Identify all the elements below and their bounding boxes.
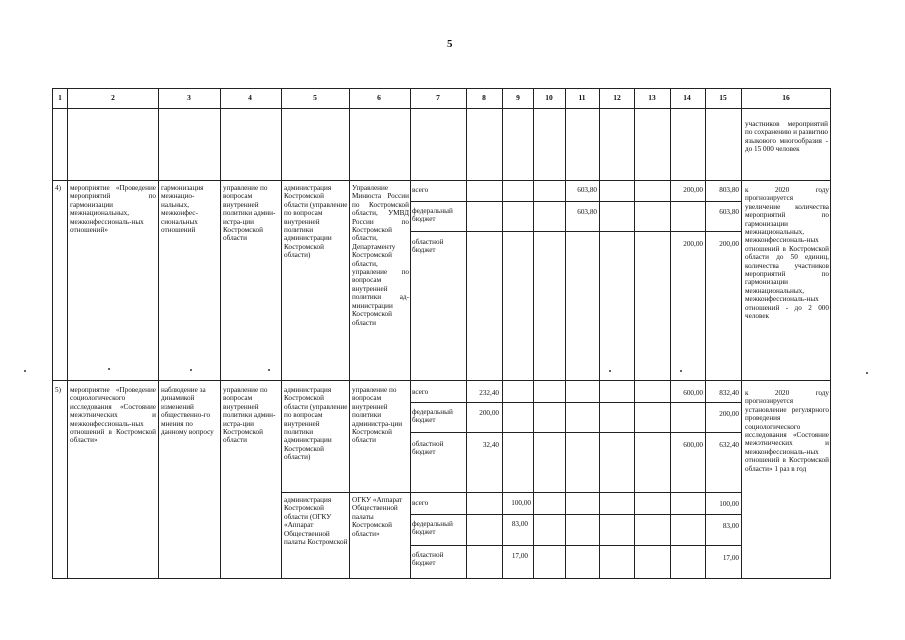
col-header-4: 4 — [248, 93, 252, 102]
col-header-2: 2 — [111, 93, 115, 102]
row5-col16: к 2020 году прогнозируется установление регулярного проведения социологического исследования «Состояние межэтнических и межконфессиональ-ных отношений в Костромской области» 1 раз в год — [745, 389, 829, 473]
row5a-regional-col14: 600,00 — [683, 441, 703, 449]
row5b-regional-col15: 17,00 — [722, 554, 739, 562]
row4-total-col14: 200,00 — [683, 186, 703, 194]
col-header-13: 13 — [648, 93, 656, 102]
row4-col4: управление по вопросам внутренней политики администра-ции Костромской области — [223, 184, 276, 243]
row5-col6a: управление по вопросам внутренней политики администра-ции Костромской области — [352, 386, 403, 445]
row5b-federal-col15: 83,00 — [722, 522, 739, 530]
col-rule — [741, 88, 742, 579]
row4-col3: гармонизация межнацио-нальных, межконфес-сиональных отношений — [161, 184, 204, 235]
sub-rule — [410, 514, 741, 515]
col-header-3: 3 — [187, 93, 191, 102]
col-header-16: 16 — [782, 93, 790, 102]
scan-speck — [680, 370, 682, 372]
row5-number: 5) — [55, 386, 61, 394]
row5a-regional-col8: 32,40 — [482, 441, 499, 449]
row5a-label-regional: областной бюджет — [412, 440, 444, 457]
row5a-federal-col8: 200,00 — [479, 409, 499, 417]
col-header-14: 14 — [683, 93, 691, 102]
col-rule — [67, 88, 68, 579]
row4-label-total: всего — [412, 186, 429, 194]
scan-speck — [108, 368, 110, 370]
row5-col2: мероприятие «Проведение социологического исследования «Состояние межэтнических и межконфессиональ-ных отношений в Костромской области» — [70, 386, 156, 445]
col-rule — [466, 88, 467, 579]
row4-col16: к 2020 году прогнозируется увеличение количества мероприятий по гармонизации межнациональных, межконфессиональ-ных отношений в Костромской области до 50 единиц, количества участников мероприятий по гармонизации межнациональных, межконфессиональ-ных отношений - до 2 000 человек — [745, 186, 829, 321]
row4-number: 4) — [55, 184, 61, 192]
row4-regional-col14: 200,00 — [683, 240, 703, 248]
row4-federal-col11: 603,80 — [577, 208, 597, 216]
col-rule — [634, 88, 635, 579]
col-rule — [565, 88, 566, 579]
row4-label-federal: федеральный бюджет — [412, 207, 453, 224]
row5b-total-col15: 100,00 — [719, 500, 739, 508]
scan-speck — [866, 372, 868, 374]
header-rule — [52, 108, 831, 109]
row4-federal-col15: 603,80 — [719, 208, 739, 216]
row4-regional-col15: 200,00 — [719, 240, 739, 248]
row5a-label-total: всего — [412, 388, 429, 396]
col-header-9: 9 — [516, 93, 520, 102]
col-rule — [670, 88, 671, 579]
scan-speck — [24, 370, 26, 372]
row5b-total-col9: 100,00 — [511, 499, 531, 507]
scan-speck — [190, 369, 192, 371]
row-rule — [52, 180, 831, 181]
scan-speck — [609, 370, 611, 372]
sub-rule — [281, 492, 741, 493]
cont-col16: участников мероприятий по сохранению и развитию языкового многообразия - до 15 000 человек — [745, 120, 828, 154]
row5b-regional-col9: 17,00 — [511, 552, 528, 560]
col-rule — [533, 88, 534, 579]
row5-col5a: администрация Костромской области (управление по вопросам внутренней политики администрации Костромской области) — [284, 386, 348, 462]
col-rule — [410, 88, 411, 579]
col-header-12: 12 — [613, 93, 621, 102]
row4-col2: мероприятие «Проведение мероприятий по гармонизации межнациональных, межконфессиональ-ных отношений» — [70, 184, 156, 235]
row5a-total-col15: 832,40 — [719, 389, 739, 397]
row5b-label-total: всего — [412, 499, 429, 507]
row-rule — [52, 380, 831, 381]
row4-total-col15: 803,80 — [719, 186, 739, 194]
page-number: 5 — [447, 38, 453, 50]
row5b-label-federal: федеральный бюджет — [412, 520, 453, 537]
row5a-regional-col15: 632,40 — [719, 441, 739, 449]
col-header-10: 10 — [545, 93, 553, 102]
row5-col5b: администрация Костромской области (ОГКУ «Аппарат Общественной палаты Костромской — [284, 496, 348, 547]
row4-col6: Управление Минюста России по Костромской области, УМВД России по Костромской области, Департаменту Костромской области, управление по вопросам внутренней политики ад-министрации Костромской области — [352, 184, 409, 327]
col-rule — [599, 88, 600, 579]
sub-rule — [410, 231, 741, 232]
row4-total-col11: 603,80 — [577, 186, 597, 194]
row5-col6b: ОГКУ «Аппарат Общественной палаты Костромской области» — [352, 496, 403, 538]
col-header-7: 7 — [436, 93, 440, 102]
sub-rule — [410, 545, 741, 546]
col-rule — [158, 88, 159, 579]
col-rule — [349, 88, 350, 579]
row5b-federal-col9: 83,00 — [511, 520, 528, 528]
row5-col3: наблюдение за динамикой изменений общественно-го мнения по данному вопросу — [161, 386, 214, 437]
sub-rule — [410, 201, 741, 202]
row5-col4: управление по вопросам внутренней политики администра-ции Костромской области — [223, 386, 276, 445]
col-rule — [220, 88, 221, 579]
row4-label-regional: областной бюджет — [412, 238, 444, 255]
row5a-total-col14: 600,00 — [683, 389, 703, 397]
sub-rule — [410, 402, 741, 403]
row5a-total-col8: 232,40 — [479, 389, 499, 397]
scan-speck — [268, 369, 270, 371]
row5a-label-federal: федеральный бюджет — [412, 408, 453, 425]
col-header-8: 8 — [482, 93, 486, 102]
col-header-5: 5 — [313, 93, 317, 102]
row4-col5: администрация Костромской области (управление по вопросам внутренней политики администрации Костромской области) — [284, 184, 348, 260]
sub-rule — [410, 432, 741, 433]
col-header-11: 11 — [578, 93, 586, 102]
col-header-6: 6 — [377, 93, 381, 102]
row5b-label-regional: областной бюджет — [412, 551, 444, 568]
col-header-15: 15 — [719, 93, 727, 102]
col-rule — [281, 88, 282, 579]
col-header-1: 1 — [58, 93, 62, 102]
row5a-federal-col15: 200,00 — [719, 410, 739, 418]
